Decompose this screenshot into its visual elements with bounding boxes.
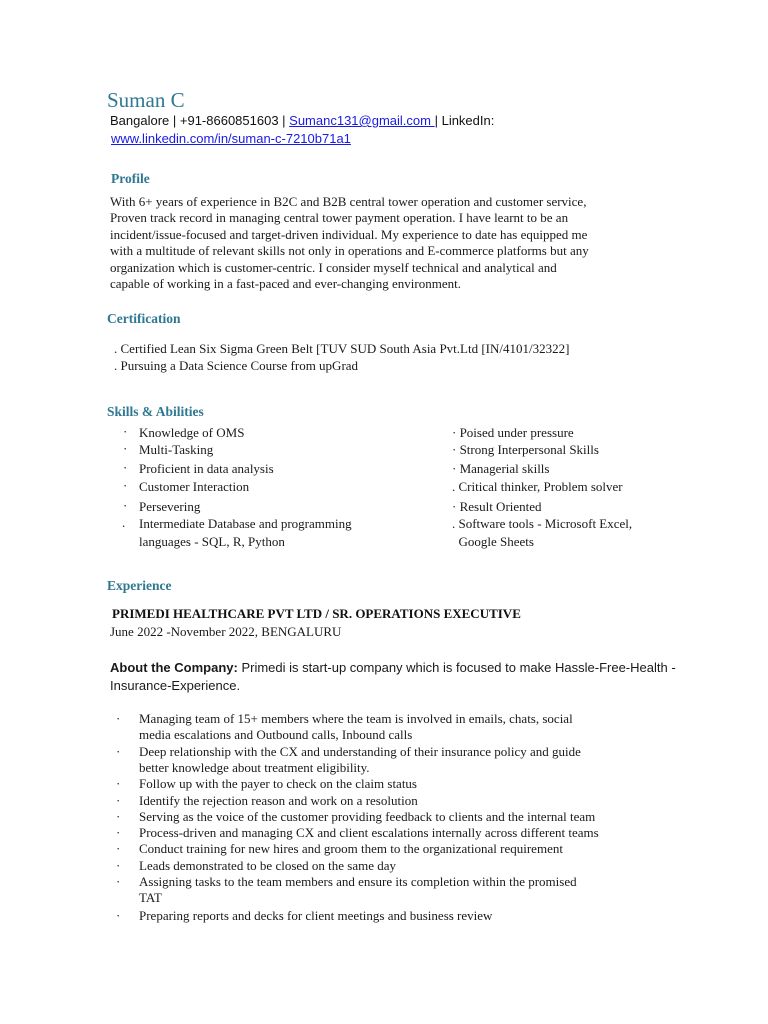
contact-line <box>110 113 494 128</box>
about-text: Insurance-Experience. <box>110 677 241 693</box>
candidate-name: Suman C <box>107 88 185 112</box>
job-dates: June 2022 -November 2022, BENGALURU <box>110 624 342 639</box>
bullet-text: Preparing reports and decks for client meetings and business review <box>139 908 493 923</box>
bullet-dot: · <box>116 857 121 873</box>
bullet-text: Assigning tasks to the team members and ensure its completion within the promised <box>139 874 577 889</box>
certification-item: . Pursuing a Data Science Course from upGrad <box>114 358 359 373</box>
profile-line: organization which is customer-centric. I consider myself technical and analytical and <box>110 259 557 275</box>
bullet-dot: · <box>116 874 121 889</box>
skill-bullet: · <box>123 478 128 493</box>
location-phone: Bangalore | +91-8660851603 | <box>110 113 290 128</box>
about-label: About the Company: <box>110 660 238 675</box>
bullet-text: Follow up with the payer to check on the claim status <box>139 776 417 792</box>
bullet-dot: · <box>116 711 121 726</box>
bullet-text: Identify the rejection reason and work on a resolution <box>139 792 418 808</box>
skill-bullet: · <box>123 460 128 475</box>
skill-item: Persevering <box>139 499 201 514</box>
skill-item: · Managerial skills <box>452 461 550 476</box>
certification-heading: Certification <box>107 311 181 326</box>
skill-item: · Result Oriented <box>452 499 542 514</box>
skill-item: Customer Interaction <box>139 479 250 494</box>
profile-line: capable of working in a fast-paced and ever-changing environment. <box>110 276 461 292</box>
skill-bullet: · <box>123 498 128 513</box>
skill-item: Knowledge of OMS <box>139 425 245 440</box>
skill-item: · Poised under pressure <box>452 425 574 440</box>
bullet-text: TAT <box>139 890 162 906</box>
bullet-dot: · <box>116 841 121 857</box>
certification-item: . Certified Lean Six Sigma Green Belt [TUV SUD South Asia Pvt.Ltd [IN/4101/32322] <box>114 341 570 356</box>
bullet-text: better knowledge about treatment eligibility. <box>139 759 370 775</box>
bullet-text: Managing team of 15+ members where the team is involved in emails, chats, social <box>139 711 573 726</box>
bullet-dot: · <box>116 825 121 841</box>
skill-bullet: · <box>123 441 128 456</box>
bullet-dot: · <box>116 808 121 824</box>
bullet-text: media escalations and Outbound calls, Inbound calls <box>139 727 413 743</box>
bullet-text: Serving as the voice of the customer providing feedback to clients and the internal team <box>139 808 596 824</box>
skill-item: Proficient in data analysis <box>139 461 274 476</box>
linkedin-link[interactable]: www.linkedin.com/in/suman-c-7210b71a1 <box>111 131 351 146</box>
linkedin-label: | LinkedIn: <box>434 113 495 128</box>
skill-item-continued: languages - SQL, R, Python <box>139 534 285 549</box>
bullet-text: Leads demonstrated to be closed on the same day <box>139 857 397 873</box>
email-link[interactable]: Sumanc131@gmail.com <box>289 113 435 128</box>
skill-item-continued: Google Sheets <box>452 534 534 549</box>
job-title: PRIMEDI HEALTHCARE PVT LTD / SR. OPERATIONS EXECUTIVE <box>112 606 521 621</box>
bullet-dot: · <box>116 743 121 759</box>
skill-item: Multi-Tasking <box>139 442 214 457</box>
profile-line: With 6+ years of experience in B2C and B2B central tower operation and customer service, <box>110 194 587 209</box>
bullet-dot: · <box>116 908 121 923</box>
skill-item: · Strong Interpersonal Skills <box>452 442 599 457</box>
about-company <box>110 659 676 694</box>
linkedin-line <box>111 131 351 146</box>
bullet-dot: · <box>116 792 121 808</box>
profile-line: Proven track record in managing central tower payment operation. I have learnt to be an <box>110 210 569 226</box>
profile-heading: Profile <box>111 171 150 186</box>
skill-item: Intermediate Database and programming <box>139 516 352 531</box>
skills-heading: Skills & Abilities <box>107 404 204 419</box>
bullet-text: Deep relationship with the CX and understanding of their insurance policy and guide <box>139 743 581 759</box>
about-text: Primedi is start-up company which is focused to make Hassle-Free-Health - <box>237 660 676 675</box>
profile-paragraph <box>110 194 670 292</box>
experience-heading: Experience <box>107 578 172 593</box>
skill-item: . Software tools - Microsoft Excel, <box>452 516 633 531</box>
bullet-text: Process-driven and managing CX and client escalations internally across different teams <box>139 825 599 841</box>
bullet-text: Conduct training for new hires and groom them to the organizational requirement <box>139 841 563 857</box>
skill-bullet: · <box>123 424 128 439</box>
skill-item: . Critical thinker, Problem solver <box>452 479 623 494</box>
skill-bullet: . <box>122 515 126 530</box>
bullet-dot: · <box>116 776 121 792</box>
profile-line: with a multitude of relevant skills not only in operations and E-commerce platforms but any <box>110 243 589 259</box>
profile-line: incident/issue-focused and target-driven individual. My experience to date has equipped me <box>110 226 588 242</box>
